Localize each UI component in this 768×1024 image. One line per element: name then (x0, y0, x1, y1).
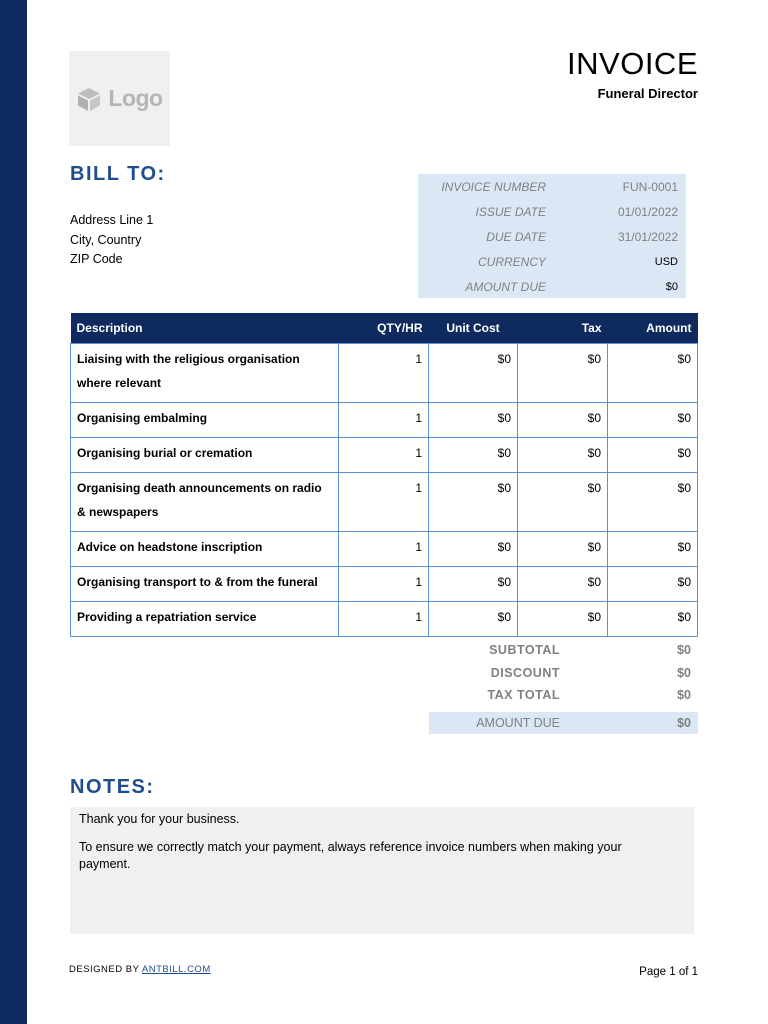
item-description: Providing a repatriation service (71, 602, 339, 637)
meta-label: AMOUNT DUE (465, 280, 546, 294)
item-qty: 1 (339, 473, 429, 532)
item-amount: $0 (608, 403, 698, 438)
line-items-table (70, 313, 698, 637)
meta-value: 31/01/2022 (617, 230, 678, 244)
item-description: Organising death announcements on radio & newspapers (71, 473, 339, 532)
meta-value: USD (654, 256, 678, 268)
tax-total-row (429, 685, 698, 708)
notes-box (70, 807, 694, 934)
item-amount: $0 (608, 473, 698, 532)
totals-section (429, 640, 698, 734)
sidebar-edge (27, 0, 29, 1024)
item-tax: $0 (518, 473, 608, 532)
table-header-row (71, 313, 698, 344)
total-value: $0 (677, 688, 691, 702)
item-qty: 1 (339, 344, 429, 403)
subtotal-row (429, 640, 698, 663)
address-line: City, Country (70, 232, 142, 247)
header-description: Description (71, 313, 339, 344)
table-row (71, 602, 698, 637)
table-row (71, 403, 698, 438)
item-description: Advice on headstone inscription (71, 532, 339, 567)
meta-value: $0 (665, 281, 678, 293)
item-unit-cost: $0 (429, 438, 518, 473)
invoice-subtitle: Funeral Director (597, 86, 698, 101)
discount-row (429, 663, 698, 686)
total-value: $0 (677, 715, 691, 730)
meta-row-currency (418, 249, 686, 274)
meta-label: CURRENCY (477, 255, 546, 269)
note-line: Thank you for your business. (79, 812, 240, 826)
item-unit-cost: $0 (429, 403, 518, 438)
item-tax: $0 (518, 567, 608, 602)
meta-row-due-date (418, 224, 686, 249)
total-value: $0 (677, 643, 691, 657)
address-line: ZIP Code (70, 252, 123, 266)
meta-value: FUN-0001 (622, 180, 678, 194)
item-description: Organising transport to & from the funeral (71, 567, 339, 602)
header-qty: QTY/HR (339, 313, 429, 344)
meta-row-issue-date (418, 199, 686, 224)
item-description: Organising burial or cremation (71, 438, 339, 473)
header-amount: Amount (608, 313, 698, 344)
meta-row-amount-due (418, 274, 686, 299)
logo-placeholder (69, 51, 170, 146)
item-qty: 1 (339, 403, 429, 438)
meta-value: 01/01/2022 (617, 205, 678, 219)
item-amount: $0 (608, 602, 698, 637)
item-tax: $0 (518, 344, 608, 403)
item-qty: 1 (339, 438, 429, 473)
total-label: TAX TOTAL (487, 688, 560, 702)
item-amount: $0 (608, 567, 698, 602)
header-tax: Tax (518, 313, 608, 344)
table-row (71, 567, 698, 602)
total-label: AMOUNT DUE (476, 715, 560, 730)
page-number: Page 1 of 1 (639, 966, 698, 978)
item-tax: $0 (518, 532, 608, 567)
footer-designed-by: DESIGNED BY (69, 964, 140, 975)
item-unit-cost: $0 (429, 344, 518, 403)
sidebar-band (0, 0, 27, 1024)
table-row (71, 438, 698, 473)
invoice-meta-box (418, 174, 686, 298)
item-amount: $0 (608, 438, 698, 473)
item-tax: $0 (518, 602, 608, 637)
table-row (71, 532, 698, 567)
item-description: Organising embalming (71, 403, 339, 438)
logo-text: Logo (108, 85, 163, 111)
total-label: DISCOUNT (490, 665, 560, 680)
meta-label: ISSUE DATE (475, 205, 546, 219)
table-row (71, 344, 698, 403)
total-label: SUBTOTAL (489, 643, 560, 657)
item-tax: $0 (518, 403, 608, 438)
table-row (71, 473, 698, 532)
item-unit-cost: $0 (429, 567, 518, 602)
footer-link[interactable]: ANTBILL.COM (141, 964, 211, 975)
item-qty: 1 (339, 567, 429, 602)
header-unit-cost: Unit Cost (429, 313, 518, 344)
item-amount: $0 (608, 532, 698, 567)
invoice-title: INVOICE (567, 46, 698, 81)
item-tax: $0 (518, 438, 608, 473)
item-unit-cost: $0 (429, 473, 518, 532)
meta-label: DUE DATE (486, 230, 546, 244)
item-unit-cost: $0 (429, 602, 518, 637)
item-description: Liaising with the religious organisation where relevant (71, 344, 339, 403)
total-value: $0 (677, 665, 691, 680)
item-qty: 1 (339, 602, 429, 637)
billing-address (70, 211, 153, 270)
meta-label: INVOICE NUMBER (441, 180, 546, 194)
address-line: Address Line 1 (70, 213, 154, 227)
bill-to-heading: BILL TO: (70, 163, 166, 185)
footer-credit (69, 964, 211, 975)
item-unit-cost: $0 (429, 532, 518, 567)
item-amount: $0 (608, 344, 698, 403)
item-qty: 1 (339, 532, 429, 567)
notes-heading: NOTES: (70, 776, 155, 798)
note-line: To ensure we correctly match your payment, always reference invoice numbers when making your payment. (79, 840, 622, 871)
cube-icon (76, 86, 102, 112)
amount-due-row (429, 712, 698, 735)
meta-row-invoice-number (418, 174, 686, 199)
